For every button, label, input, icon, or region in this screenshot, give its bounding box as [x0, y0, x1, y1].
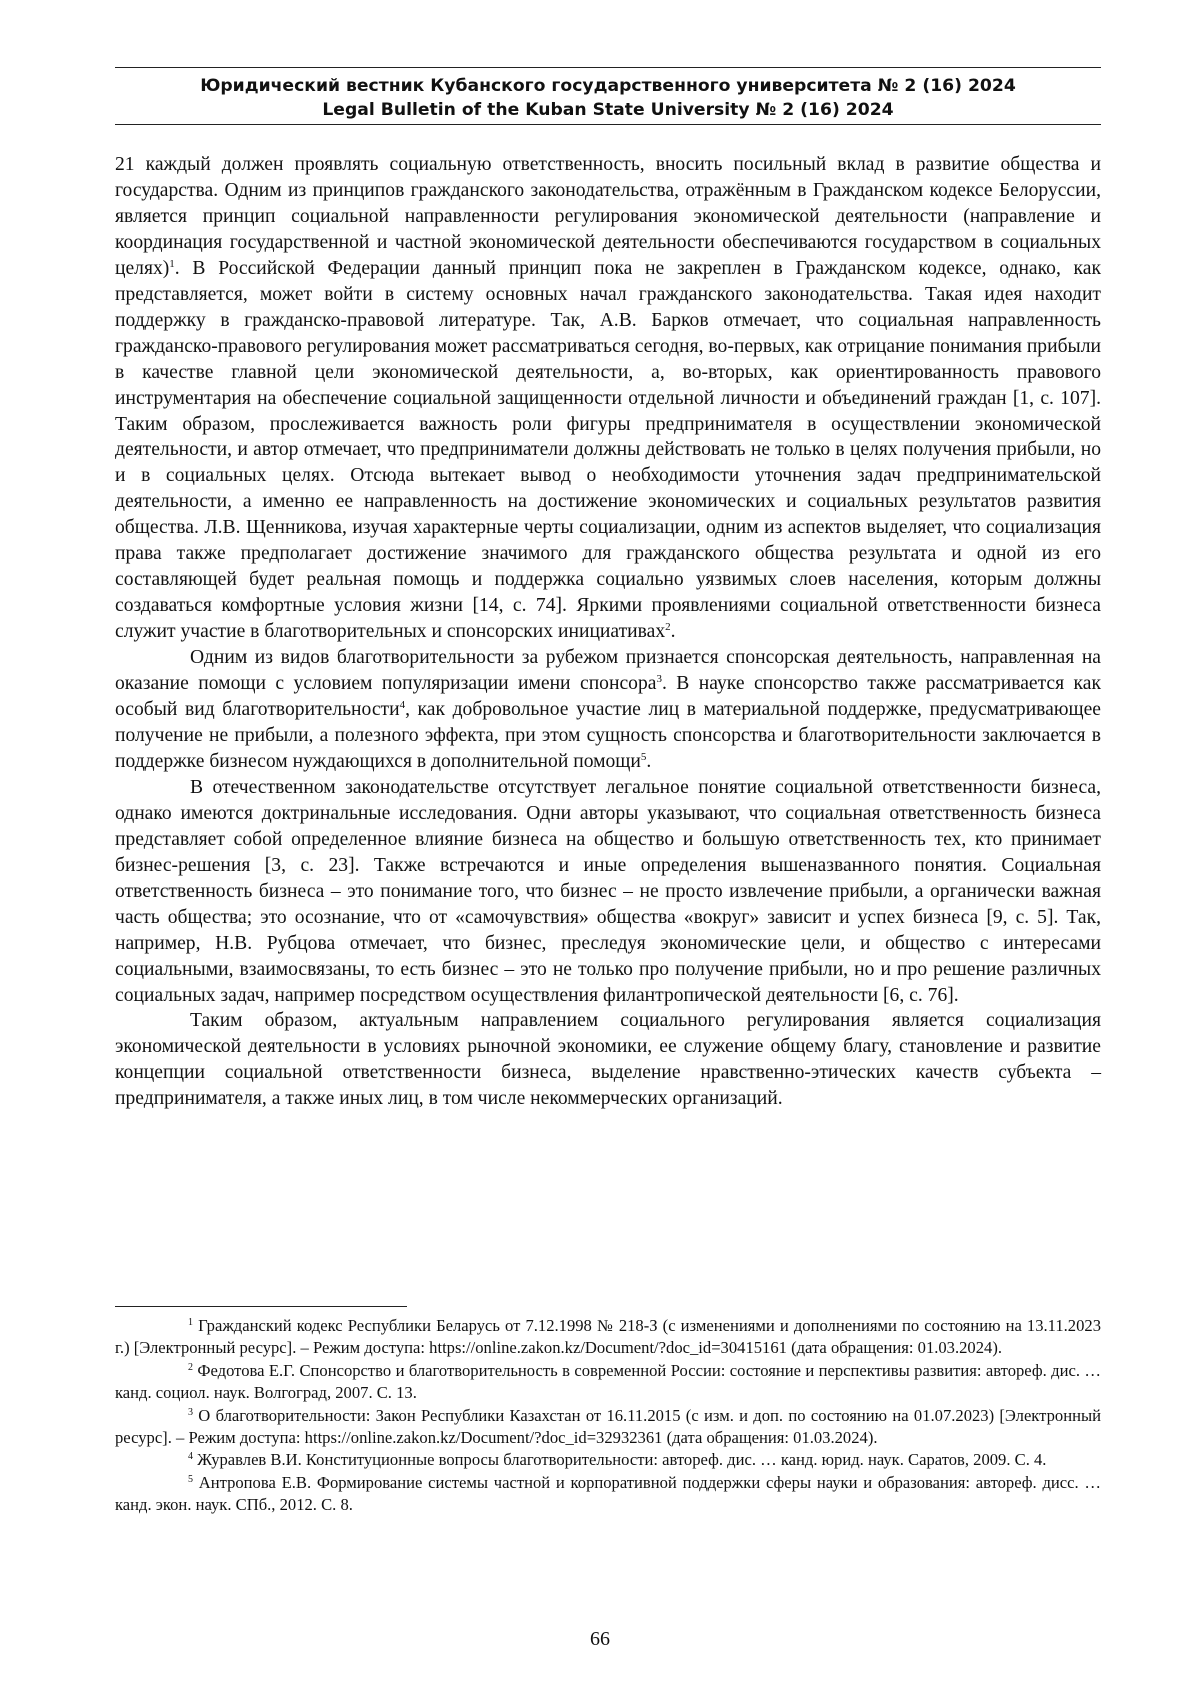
footnote-number: 2 [188, 1361, 193, 1373]
footnote-number: 5 [188, 1473, 193, 1485]
footnote-text: Антропова Е.В. Формирование системы частной и корпоративной поддержки сферы науки и образования: автореф. дисс. …канд. экон. наук. СПб., 2012. С. 8. [115, 1472, 1101, 1515]
footnote-text: Журавлев В.И. Конституционные вопросы благотворительности: автореф. дис. … канд. юрид. наук. Саратов, 2009. С. 4. [197, 1450, 1047, 1470]
footnote-text: О благотворительности: Закон Республики Казахстан от 16.11.2015 (с изм. и доп. по состоянию на 01.07.2023) [Электронный ресурс]. – Режим доступа: https://online.zakon.kz/Document/?doc_id=32932361 (дата обращения: 01.03.2024). [115, 1405, 1101, 1448]
paragraph: Таким образом, актуальным направлением социального регулирования является социализация экономической деятельности в условиях рыночной экономики, ее служение общему благу, становление и развитие концепции социальной ответственности бизнеса, выделение нравственно-этических качеств субъекта – предпринимателя, а также иных лиц, в том числе некоммерческих организаций. [115, 1010, 1101, 1110]
footnote-text: Федотова Е.Г. Спонсорство и благотворительность в современной России: состояние и перспективы развития: автореф. дис. … канд. социол. наук. Волгоград, 2007. С. 13. [115, 1360, 1101, 1403]
footnote-ref[interactable]: 4 [399, 699, 406, 712]
paragraph: В отечественном законодательстве отсутствует легальное понятие социальной ответственности бизнеса, однако имеются доктринальные исследования. Одни авторы указывают, что социальная ответственность бизнеса представляет собой определенное влияние бизнеса на общество и большую ответственность тех, кто принимает бизнес-решения [3, с. 23]. Также встречаются и иные определения вышеназванного понятия. Социальная ответственность бизнеса – это понимание того, что бизнес – не просто извлечение прибыли, а органически важная часть общества; это осознание, что от «самочувствия» общества «вокруг» зависит и успех бизнеса [9, с. 5]. Так, например, Н.В. Рубцова отмечает, что бизнес, преследуя экономические цели, и общество с интересами социальными, взаимосвязаны, то есть бизнес – это не только про получение прибыли, но и про решение различных социальных задач, например посредством осуществления филантропической деятельности [6, с. 76]. [115, 776, 1101, 1006]
header-title-en: Legal Bulletin of the Kuban State University № 2 (16) 2024 [322, 100, 894, 120]
footnote-number: 3 [188, 1406, 193, 1418]
footnote-item [115, 1360, 1101, 1405]
header-bottom-rule [115, 124, 1101, 125]
header-title-ru: Юридический вестник Кубанского государственного университета № 2 (16) 2024 [200, 76, 1016, 96]
footnote-number: 4 [188, 1451, 193, 1463]
footnote-text: Гражданский кодекс Республики Беларусь от 7.12.1998 № 218-З (с изменениями и дополнениями по состоянию на 13.11.2023 г.) [Электронный ресурс]. – Режим доступа: https://online.zakon.kz/Document/?doc_id=30415161 (дата обращения: 01.03.2024). [115, 1316, 1101, 1358]
page-number: 66 [590, 1628, 610, 1650]
footnote-ref[interactable]: 5 [640, 750, 647, 763]
footnote-item [115, 1315, 1101, 1360]
header-top-rule [115, 67, 1101, 68]
footnotes [115, 1315, 1101, 1517]
running-header [115, 74, 1101, 122]
paragraph: 21 каждый должен проявлять социальную ответственность, вносить посильный вклад в развитие общества и государства. Одним из принципов гражданского законодательства, отражённым в Гражданском кодексе Белоруссии, является принцип социальной направленности регулирования экономической деятельности (направление и координация государственной и частной экономической деятельности обеспечиваются государством в социальных целях)$^1$. В Российской Федерации данный принцип пока не закреплен в Гражданском кодексе, однако, как представляется, может войти в систему основных начал гражданского законодательства. Такая идея находит поддержку в гражданско-правовой литературе. Так, А.В. Барков отмечает, что социальная направленность гражданско-правового регулирования может рассматриваться сегодня, во-первых, как отрицание понимания прибыли в качестве главной цели экономической деятельности, а, во-вторых, как ориентированность правового инструментария на обеспечение социальной защищенности отдельной личности и объединений граждан [1, с. 107]. Таким образом, прослеживается важность роли фигуры предпринимателя в осуществлении экономической деятельности, и автор отмечает, что предприниматели должны действовать не только в целях получения прибыли, но и в социальных целях. Отсюда вытекает вывод о необходимости уточнения задач предпринимательской деятельности, а именно ее направленность на достижение экономических и социальных результатов развития общества. Л.В. Щенникова, изучая характерные черты социализации, одним из аспектов выделяет, что социализация права также предполагает достижение значимого для гражданского общества результата и одной из его составляющей будет реальная помощь и поддержка социально уязвимых слоев населения, которым должны создаваться комфортные условия жизни [14, с. 74]. Яркими проявлениями социальной ответственности бизнеса служит участие в благотворительных и спонсорских инициативах$^2$. [115, 154, 1101, 643]
paragraph: Одним из видов благотворительности за рубежом признается спонсорская деятельность, направленная на оказание помощи с условием популяризации имени спонсора$^3$. В науке спонсорство также рассматривается как особый вид благотворительности$^4$, как добровольное участие лиц в материальной поддержке, предусматривающее получение не прибыли, а полезного эффекта, при этом сущность спонсорства и благотворительности заключается в поддержке бизнесом нуждающихся в дополнительной помощи$^5$. [115, 647, 1101, 772]
footnote-item [115, 1449, 1101, 1471]
footnote-ref[interactable]: 2 [665, 621, 671, 634]
footnote-number: 1 [188, 1317, 193, 1328]
footnote-item [115, 1472, 1101, 1517]
footnote-separator [115, 1306, 407, 1307]
article-body [115, 152, 1101, 1112]
footnote-ref[interactable]: 1 [169, 257, 175, 270]
footnote-item [115, 1405, 1101, 1450]
footnote-ref[interactable]: 3 [656, 673, 662, 686]
